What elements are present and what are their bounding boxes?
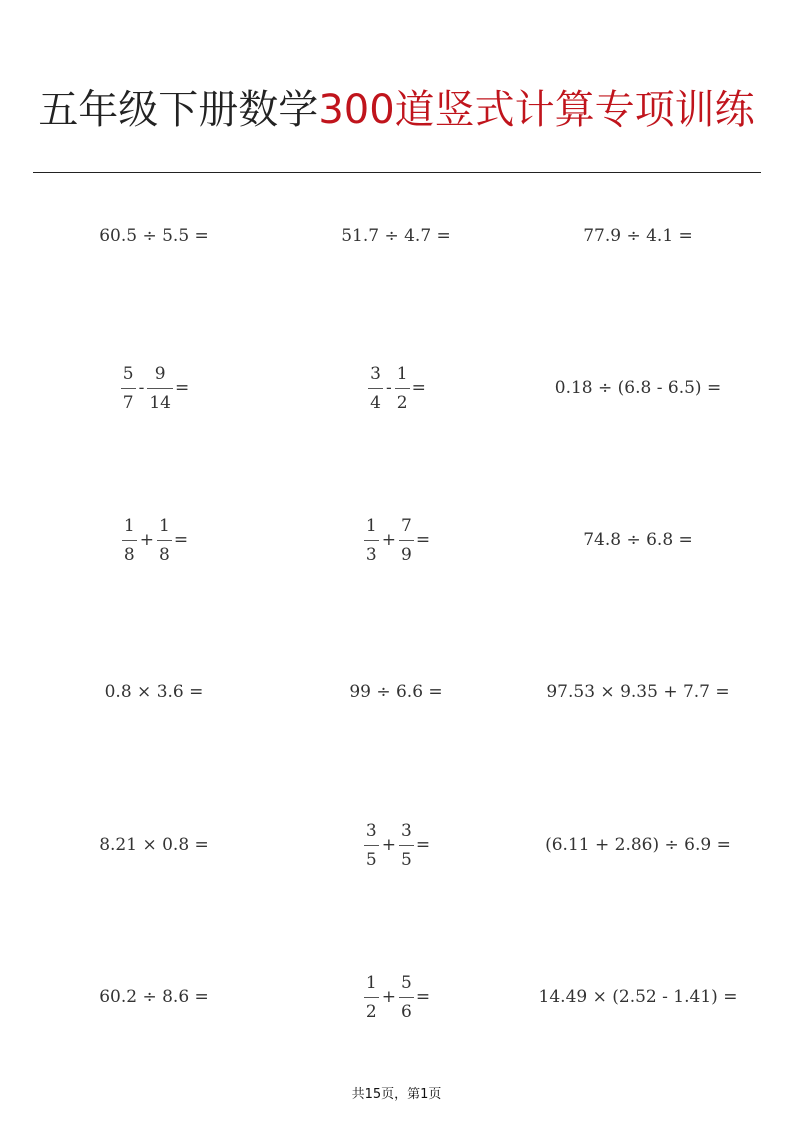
- problem-r3c2: 97.53 × 9.35 + 7.7 =: [546, 682, 730, 702]
- fraction-a: [364, 821, 379, 870]
- problem-r2c2: 74.8 ÷ 6.8 =: [583, 530, 693, 550]
- problem-r1c2: 0.18 ÷ (6.8 - 6.5) =: [554, 378, 722, 398]
- equals-sign: =: [174, 378, 190, 398]
- numerator: 5: [122, 363, 134, 384]
- fraction-a: [121, 364, 136, 413]
- numerator: 1: [365, 972, 377, 993]
- fraction-bar: [368, 388, 383, 389]
- fraction-a: [364, 516, 379, 565]
- fraction-b: [399, 516, 414, 565]
- numerator: 3: [365, 820, 377, 841]
- problem-r1c0: [34, 358, 274, 418]
- fraction-b: [399, 821, 414, 870]
- numerator: 5: [401, 972, 412, 993]
- denominator: 14: [149, 392, 171, 413]
- fraction-bar: [364, 997, 379, 998]
- operator: -: [386, 378, 392, 398]
- numerator: 1: [159, 515, 170, 536]
- title-divider: [33, 172, 761, 173]
- denominator: 7: [122, 392, 134, 413]
- problem-r1c1: [276, 358, 516, 418]
- numerator: 7: [401, 515, 412, 536]
- fraction-bar: [399, 845, 414, 846]
- problem-r2c0: [34, 510, 274, 570]
- denominator: 8: [123, 544, 135, 565]
- equals-sign: =: [173, 530, 189, 550]
- operator: +: [139, 530, 154, 550]
- fraction-bar: [122, 540, 137, 541]
- problem-r4c2: (6.11 + 2.86) ÷ 6.9 =: [545, 835, 731, 855]
- equals-sign: =: [415, 835, 431, 855]
- denominator: 6: [401, 1001, 412, 1022]
- page-title: [0, 84, 793, 136]
- fraction-bar: [399, 540, 414, 541]
- fraction-bar: [121, 388, 136, 389]
- equals-sign: =: [411, 378, 426, 398]
- denominator: 4: [370, 392, 381, 413]
- fraction-b: [157, 516, 172, 565]
- page-counter: 共15页，第1页: [351, 1087, 442, 1102]
- problem-r0c0: 60.5 ÷ 5.5 =: [99, 226, 209, 246]
- equals-sign: =: [415, 530, 431, 550]
- fraction-b: [399, 973, 414, 1022]
- denominator: 2: [396, 392, 408, 413]
- problem-r4c0: 8.21 × 0.8 =: [99, 835, 209, 855]
- fraction-a: [364, 973, 379, 1022]
- denominator: 8: [159, 544, 170, 565]
- fraction-a: [122, 516, 137, 565]
- problem-r3c1: 99 ÷ 6.6 =: [349, 682, 443, 702]
- numerator: 1: [123, 515, 135, 536]
- problem-r5c1: [276, 967, 516, 1027]
- operator: -: [138, 378, 145, 398]
- fraction-b: [147, 364, 173, 413]
- denominator: 2: [365, 1001, 377, 1022]
- problem-r2c1: [276, 510, 516, 570]
- title-grade-part: 五年级下册数学: [38, 87, 319, 133]
- fraction-bar: [147, 388, 173, 389]
- denominator: 9: [401, 544, 412, 565]
- title-topic-part: 300道竖式计算专项训练: [318, 87, 755, 133]
- operator: +: [381, 987, 396, 1007]
- numerator: 3: [401, 820, 412, 841]
- problem-r0c1: 51.7 ÷ 4.7 =: [341, 226, 451, 246]
- fraction-bar: [399, 997, 414, 998]
- problem-r0c2: 77.9 ÷ 4.1 =: [583, 226, 693, 246]
- fraction-bar: [395, 388, 410, 389]
- denominator: 5: [365, 849, 377, 870]
- fraction-bar: [364, 845, 379, 846]
- fraction-a: [368, 364, 383, 413]
- numerator: 3: [370, 363, 381, 384]
- denominator: 5: [401, 849, 412, 870]
- problem-r5c2: 14.49 × (2.52 - 1.41) =: [538, 987, 738, 1007]
- numerator: 1: [396, 363, 408, 384]
- operator: +: [381, 835, 396, 855]
- equals-sign: =: [415, 987, 431, 1007]
- fraction-b: [395, 364, 410, 413]
- problem-r5c0: 60.2 ÷ 8.6 =: [99, 987, 209, 1007]
- numerator: 1: [365, 515, 377, 536]
- denominator: 3: [365, 544, 377, 565]
- operator: +: [381, 530, 396, 550]
- problem-r3c0: 0.8 × 3.6 =: [104, 682, 204, 702]
- fraction-bar: [157, 540, 172, 541]
- fraction-bar: [364, 540, 379, 541]
- problem-r4c1: [276, 815, 516, 875]
- numerator: 9: [154, 363, 166, 384]
